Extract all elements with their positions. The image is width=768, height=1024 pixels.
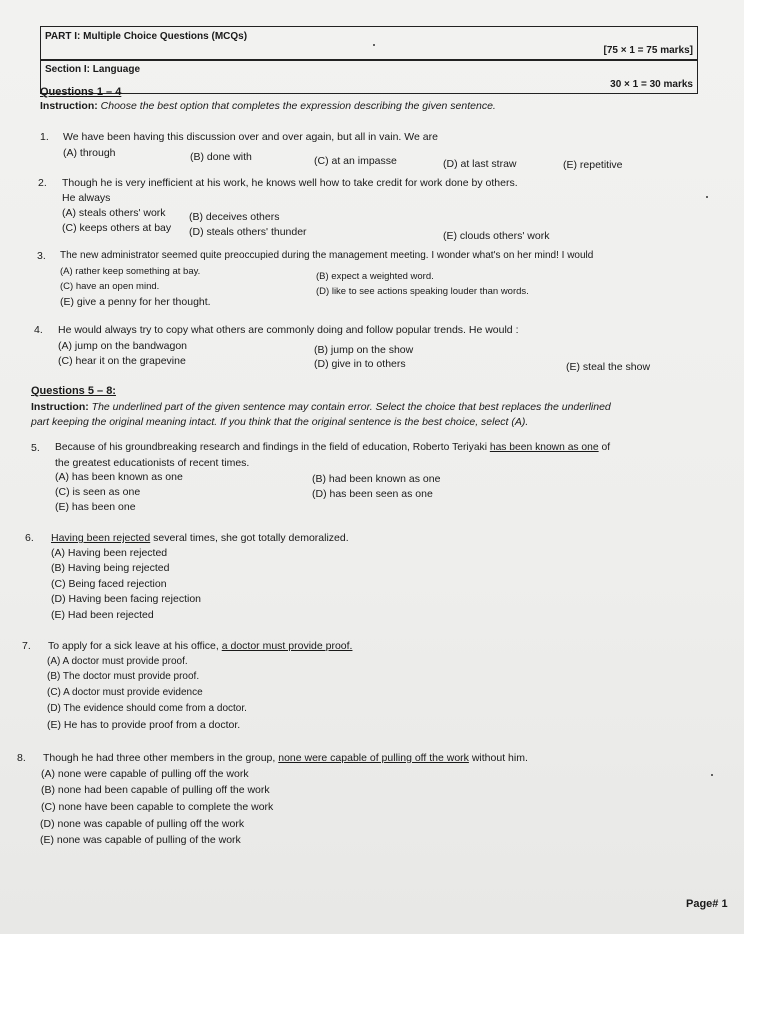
- q1-option-e: (E) repetitive: [563, 159, 623, 171]
- q4-option-a: (A) jump on the bandwagon: [58, 340, 187, 352]
- q8-option-d: (D) none was capable of pulling off the work: [40, 818, 245, 830]
- q6-option-c: (C) Being faced rejection: [51, 578, 167, 590]
- q2-option-d: (D) steals others' thunder: [189, 226, 307, 238]
- instruction-2-text-line1: The underlined part of the given sentence may contain error. Select the choice that best replaces the underlined: [91, 401, 611, 413]
- section-header-box: [40, 60, 698, 94]
- q5-stem-pre: Because of his groundbreaking research and findings in the field of education, Roberto Teriyaki: [55, 442, 490, 453]
- q4-option-d: (D) give in to others: [314, 358, 406, 370]
- q8-option-a: (A) none were capable of pulling off the work: [41, 768, 249, 780]
- q7-option-e: (E) He has to provide proof from a doctor.: [47, 719, 241, 731]
- q5-stem-post: of: [598, 442, 611, 453]
- section-title: Section I: Language: [45, 64, 141, 75]
- q2-option-b: (B) deceives others: [189, 211, 280, 223]
- q1-option-b: (B) done with: [190, 151, 252, 163]
- q4-option-e: (E) steal the show: [566, 361, 651, 373]
- q5-number: 5.: [31, 442, 40, 454]
- q3-option-d: (D) like to see actions speaking louder than words.: [316, 286, 529, 297]
- q6-option-b: (B) Having being rejected: [51, 562, 170, 574]
- q1-option-d: (D) at last straw: [443, 158, 517, 170]
- q8-stem: [43, 752, 528, 764]
- q3-option-c: (C) have an open mind.: [60, 281, 160, 292]
- instruction-label: Instruction:: [40, 100, 98, 112]
- q6-stem: [51, 532, 349, 544]
- q6-option-a: (A) Having been rejected: [51, 547, 168, 559]
- q2-stem: Though he is very inefficient at his work, he knows well how to take credit for work done by others.: [62, 177, 518, 189]
- q7-number: 7.: [22, 640, 31, 652]
- q2-option-c: (C) keeps others at bay: [62, 222, 172, 234]
- q6-stem-underlined: Having been rejected: [51, 532, 151, 544]
- q7-option-d: (D) The evidence should come from a doctor.: [47, 703, 247, 714]
- q1-option-a: (A) through: [63, 147, 116, 159]
- section-marks: 30 × 1 = 30 marks: [610, 79, 693, 90]
- q7-stem-underlined: a doctor must provide proof.: [221, 640, 353, 652]
- ink-dot: [711, 774, 713, 776]
- q1-option-c: (C) at an impasse: [314, 155, 397, 167]
- q7-option-c: (C) A doctor must provide evidence: [47, 687, 203, 698]
- q8-stem-underlined: none were capable of pulling off the work: [278, 752, 469, 764]
- q1-stem: We have been having this discussion over and over again, but all in vain. We are: [63, 131, 438, 143]
- q3-option-a: (A) rather keep something at bay.: [60, 266, 201, 277]
- instruction-2: [31, 401, 611, 413]
- ink-dot: [706, 196, 708, 198]
- q5-stem: [55, 442, 610, 453]
- q4-number: 4.: [34, 324, 43, 336]
- q5-option-b: (B) had been known as one: [312, 473, 441, 485]
- q3-option-e: (E) give a penny for her thought.: [60, 296, 211, 308]
- q3-stem: The new administrator seemed quite preoccupied during the management meeting. I wonder what's on her mind! I would: [60, 250, 594, 261]
- instruction-1: [40, 100, 496, 112]
- q6-number: 6.: [25, 532, 34, 544]
- q8-stem-pre: Though he had three other members in the group,: [43, 752, 279, 764]
- q7-option-a: (A) A doctor must provide proof.: [47, 656, 188, 667]
- q6-option-e: (E) Had been rejected: [51, 609, 154, 621]
- q5-stem-underlined: has been known as one: [489, 442, 599, 453]
- q7-stem-pre: To apply for a sick leave at his office,: [48, 640, 222, 652]
- page-number: Page# 1: [686, 898, 728, 910]
- questions-1-4-heading: Questions 1 – 4: [40, 86, 122, 98]
- part-marks: [75 × 1 = 75 marks]: [603, 45, 693, 56]
- q2-option-e: (E) clouds others' work: [443, 230, 550, 242]
- instruction-text: Choose the best option that completes the expression describing the given sentence.: [100, 100, 496, 112]
- q2-option-a: (A) steals others' work: [62, 207, 166, 219]
- q5-option-d: (D) has been seen as one: [312, 488, 433, 500]
- q4-stem: He would always try to copy what others are commonly doing and follow popular trends. He would :: [58, 324, 519, 336]
- q4-option-b: (B) jump on the show: [314, 344, 414, 356]
- q4-option-c: (C) hear it on the grapevine: [58, 355, 186, 367]
- q8-option-b: (B) none had been capable of pulling off the work: [41, 784, 270, 796]
- instruction-2-label: Instruction:: [31, 401, 89, 413]
- q7-stem: [48, 640, 352, 652]
- part-title: PART I: Multiple Choice Questions (MCQs): [45, 31, 248, 42]
- instruction-2-text-line2: part keeping the original meaning intact. If you think that the original sentence is the best choice, select (A).: [31, 416, 529, 428]
- q3-option-b: (B) expect a weighted word.: [316, 271, 434, 282]
- q1-number: 1.: [40, 131, 49, 143]
- q3-number: 3.: [37, 250, 46, 262]
- q2-stem-line2: He always: [62, 192, 111, 204]
- q5-option-e: (E) has been one: [55, 501, 136, 513]
- q8-stem-post: without him.: [468, 752, 528, 764]
- part-header-box: [40, 26, 698, 60]
- q8-option-e: (E) none was capable of pulling of the work: [40, 834, 241, 846]
- ink-dot: [373, 44, 375, 46]
- q8-number: 8.: [17, 752, 26, 764]
- q7-option-b: (B) The doctor must provide proof.: [47, 671, 200, 682]
- q6-stem-post: several times, she got totally demoralized.: [150, 532, 349, 544]
- q5-stem-line2: the greatest educationists of recent times.: [55, 457, 250, 469]
- q2-number: 2.: [38, 177, 47, 189]
- q8-option-c: (C) none have been capable to complete the work: [41, 801, 274, 813]
- questions-5-8-heading: Questions 5 – 8:: [31, 385, 116, 397]
- q5-option-a: (A) has been known as one: [55, 471, 183, 483]
- q6-option-d: (D) Having been facing rejection: [51, 593, 201, 605]
- q5-option-c: (C) is seen as one: [55, 486, 141, 498]
